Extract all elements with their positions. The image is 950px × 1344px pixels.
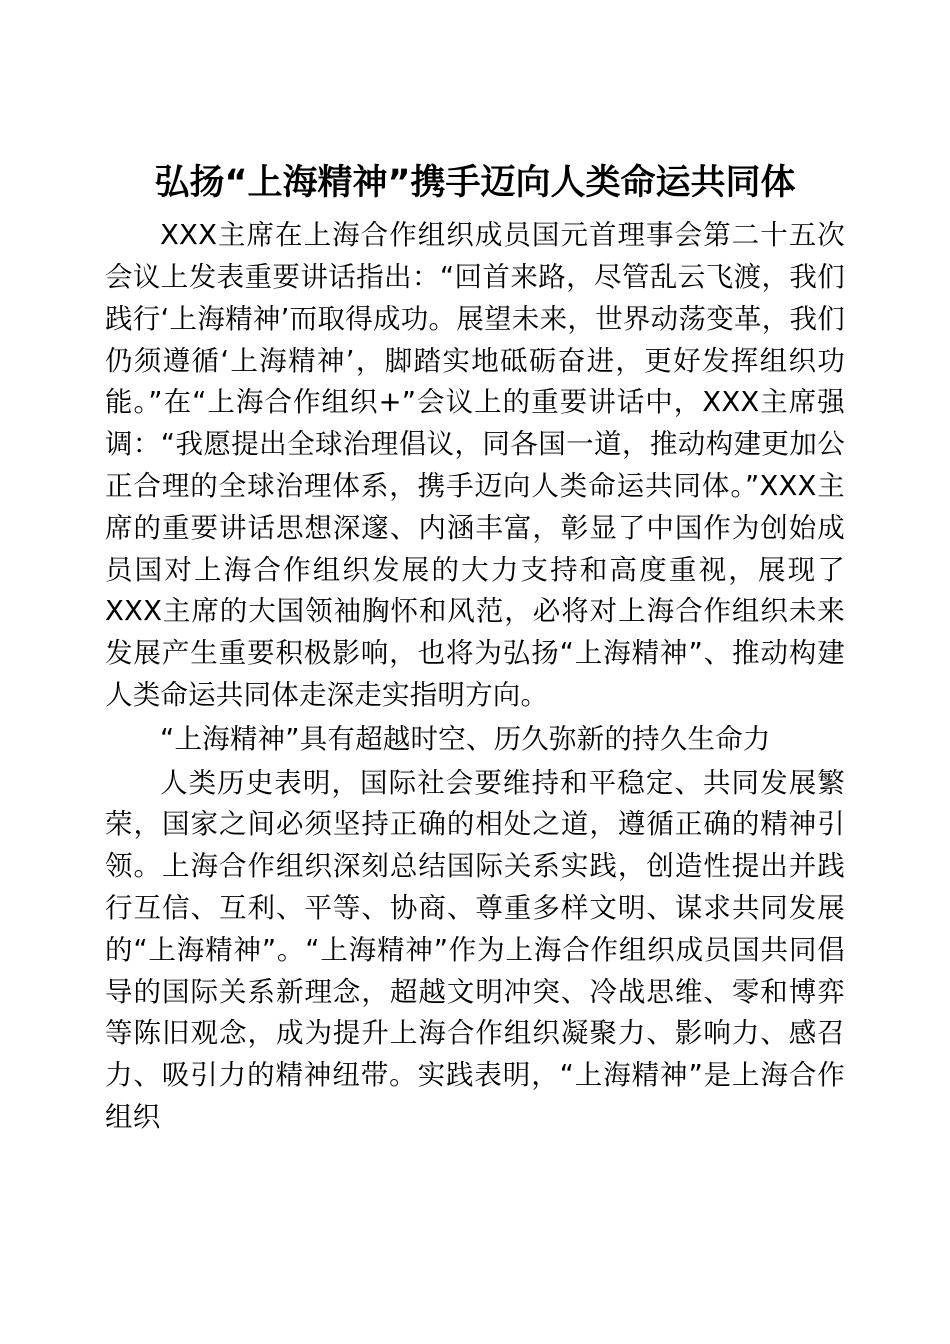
paragraph-2: 人类历史表明，国际社会要维持和平稳定、共同发展繁荣，国家之间必须坚持正确的相处之道，遵循正确的精神引领。上海合作组织深刻总结国际关系实践，创造性提出并践行互信、互利、平等、协商、尊重多样文明、谋求共同发展的“上海精神”。“上海精神”作为上海合作组织成员国共同倡导的国际关系新理念，超越文明冲突、冷战思维、零和博弈等陈旧观念，成为提升上海合作组织凝聚力、影响力、感召力、吸引力的精神纽带。实践表明，“上海精神”是上海合作组织 (105, 766, 845, 1133)
page-title: 弘扬“上海精神”携手迈向人类命运共同体 (154, 163, 796, 203)
paragraph-1: XXX主席在上海合作组织成员国元首理事会第二十五次会议上发表重要讲话指出：“回首来路，尽管乱云飞渡，我们践行‘上海精神’而取得成功。展望未来，世界动荡变革，我们仍须遵循‘上海精神’，脚踏实地砥砺奋进，更好发挥组织功能。”在“上海合作组织+”会议上的重要讲话中，XXX主席强调：“我愿提出全球治理倡议，同各国一道，推动构建更加公正合理的全球治理体系，携手迈向人类命运共同体。”XXX主席的重要讲话思想深邃、内涵丰富，彰显了中国作为创始成员国对上海合作组织发展的大力支持和高度重视，展现了XXX主席的大国领袖胸怀和风范，必将对上海合作组织未来发展产生重要积极影响，也将为弘扬“上海精神”、推动构建人类命运共同体走深走实指明方向。 (105, 219, 845, 712)
section-heading: “上海精神”具有超越时空、历久弥新的持久生命力 (160, 722, 771, 755)
